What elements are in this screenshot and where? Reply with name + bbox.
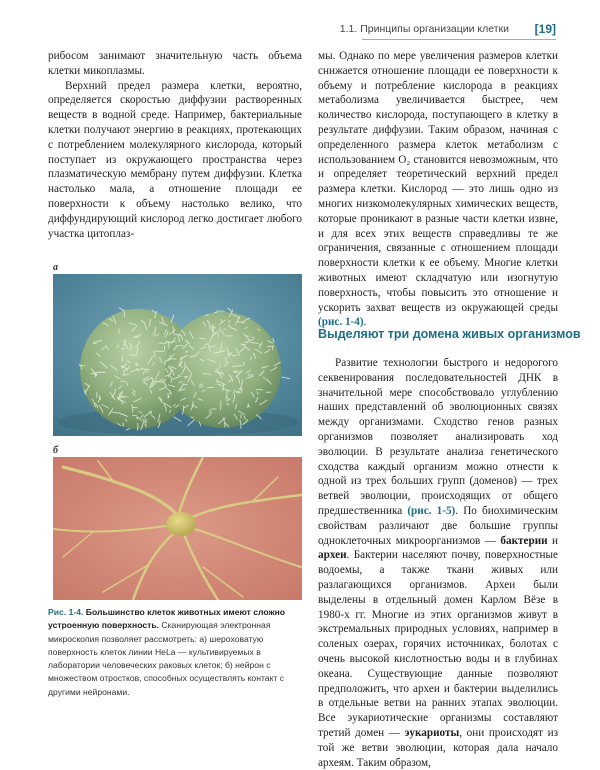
right-column-upper xyxy=(318,49,558,330)
term-bacteria: бактерии xyxy=(500,534,548,547)
paragraph: рибосом занимают значительную часть объема клетки микоплазмы. xyxy=(48,50,302,77)
paragraph: Верхний предел размера клетки, вероятно, определяется скоростью диффузии растворенных веществ в водной среде. Например, бактериальные клетки получают энергию в реакциях, протекающих с потреблением молекулярного кислорода, который поступает из окружающего пространства через плазматическую мембрану путем диффузии. Клетка настолько мала, а отношение площади ее поверхности к объему настолько велико, что диффундирующий кислород легко достигает любого участка цитоплаз- xyxy=(48,79,302,240)
figure-label-b: б xyxy=(53,445,58,456)
section-title: 1.1. Принципы организации клетки xyxy=(339,23,509,35)
figure-hela-cells xyxy=(53,274,302,436)
figure-reference[interactable]: (рис. 1-5) xyxy=(407,504,456,517)
hela-cells-image xyxy=(53,274,302,436)
page-number: [19] xyxy=(534,22,556,36)
figure-neuron xyxy=(53,457,302,600)
section-heading: Выделяют три домена живых организмов xyxy=(318,327,581,341)
caption-title: Большинство клеток животных имеют сложно устроенную поверхность. xyxy=(48,607,286,631)
caption-label: Рис. 1-4. xyxy=(48,607,84,617)
text-run: , они происходят из той же ветви эволюции, которая дала начало археям. Таким образом, xyxy=(318,726,558,769)
caption-text: Сканирующая электронная микроскопия позволяет рассмотреть: а) шероховатую поверхность клеток линии HeLa — культивируемых в лаборатории человеческих раковых клеток; б) нейрон с множеством отростков, способных осуществлять контакт с другими нейронами. xyxy=(48,620,285,697)
term-eukaryotes: эукариоты xyxy=(404,726,460,739)
figure-reference[interactable]: (рис. 1-4) xyxy=(318,316,364,329)
term-archaea: археи xyxy=(318,549,347,562)
left-column xyxy=(48,49,302,241)
running-header xyxy=(339,22,556,38)
text-run: мы. Однако по мере увеличения размеров клетки снижается отношение площади ее поверхности к объему и потребление кислорода в реакциях метаболизма увеличивается быстрее, чем количество кислорода, поступающего в клетку в результате диффузии. Таким образом, начиная с определенного размера клеток метаболизм с использованием O₂ становится невозможным, что и определяет теоретический верхний предел размера клетки. Кислород — это лишь одно из многих низкомолекулярных химических веществ, которые проникают в разные части клетки извне, и для всех этих веществ справедливы те же ограничения, связанные с отношением площади поверхности клетки к ее объему. Многие клетки животных имеют складчатую или изогнутую поверхность, чтобы повысить это отношение и ускорить захват веществ из окружающей среды xyxy=(318,50,558,314)
figure-caption xyxy=(48,606,302,699)
figure-label-a: а xyxy=(53,262,58,273)
text-run: . xyxy=(363,316,367,329)
text-run: . По биохимическим свойствам различают две большие группы одноклеточных микроорганизмов — xyxy=(318,504,558,547)
paragraph xyxy=(318,49,558,330)
text-run: и xyxy=(547,534,558,547)
neuron-image xyxy=(53,457,302,600)
paragraph xyxy=(318,356,558,770)
text-run: . Бактерии населяют почву, поверхностные водоемы, а также ткани живых или разлагающихся организмов. Археи были выделены в отдельный домен Карлом Вёзе в 1980-х гг. Многие из этих организмов живут в экстремальных природных условиях, например в соленых озерах, горячих источниках, болотах с очень высокой кислотностью воды и в глубинах океана. Существующие данные позволяют предположить, что археи и бактерии выделились в отдельные ветви на ранних этапах эволюции. Все эукариотические организмы составляют третий домен — xyxy=(318,549,558,739)
right-column-lower xyxy=(318,356,558,770)
text-run: Развитие технологии быстрого и недорогого секвенирования последовательностей ДНК в значительной мере способствовало углублению наших представлений об эволюционных связях между организмами. Сходство генов разных организмов позволяет анализировать ход эволюции. В результате анализа генетического сходства каждый организм можно отнести к одной из трех больших групп (доменов) — трех ветвей эволюции, происходящих от общего предшественника xyxy=(318,357,558,517)
header-rule xyxy=(362,39,556,40)
